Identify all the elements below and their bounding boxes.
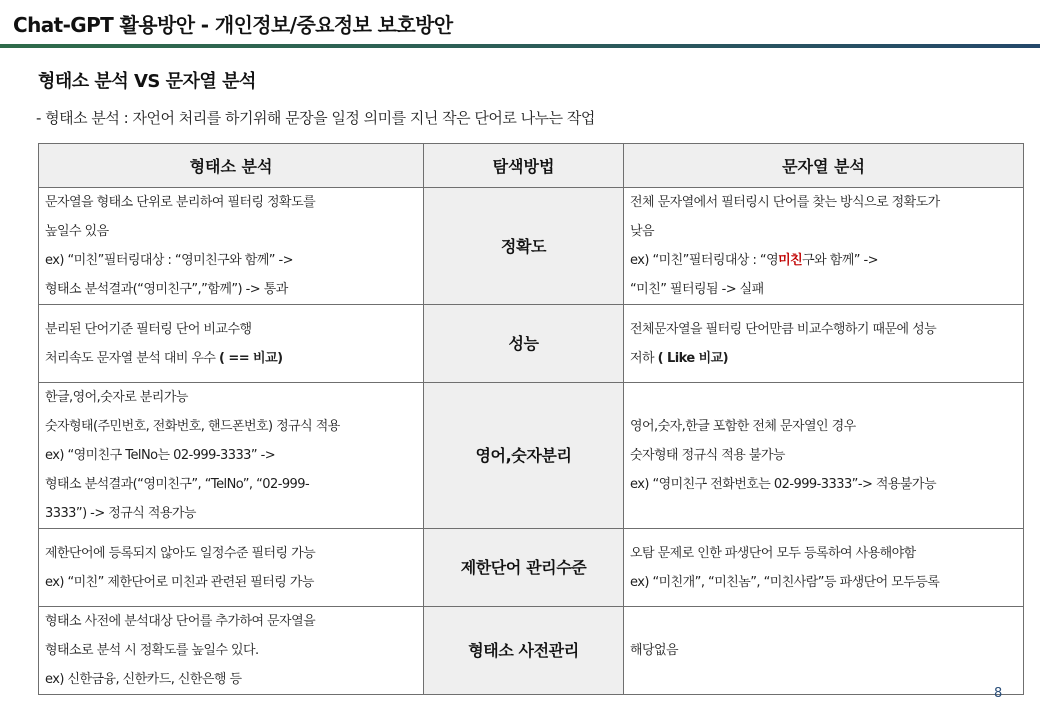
cell-line: 전체 문자열에서 필터링시 단어를 찾는 방식으로 정확도가	[630, 195, 940, 210]
string-cell	[624, 529, 1024, 607]
morpheme-cell	[39, 607, 424, 695]
cell-line: 전체문자열을 필터링 단어만큼 비교수행하기 때문에 성능	[630, 321, 937, 337]
slide-title: Chat-GPT 활용방안 - 개인정보/중요정보 보호방안	[13, 13, 453, 37]
header-string-analysis: 문자열 분석	[624, 144, 1024, 188]
cell-line: ex) 신한금융, 신한카드, 신한은행 등	[45, 672, 242, 687]
cell-line: ex) “영미친구 전화번호는 02-999-3333”-> 적용불가능	[630, 477, 936, 492]
morpheme-cell	[39, 188, 424, 305]
cell-line: 형태소 분석결과(“영미친구”, “TelNo”, “02-999-	[45, 477, 310, 492]
cell-line: 숫자형태(주민번호, 전화번호, 핸드폰번호) 정규식 적용	[45, 419, 340, 434]
page-number: 8	[994, 686, 1003, 701]
cell-line: ex) “미친”필터링대상 : “영미친구와 함께” ->	[45, 253, 293, 268]
cell-line	[630, 246, 1017, 275]
cell-line: 높일수 있음	[45, 224, 109, 239]
cell-text: 구와 함께” ->	[802, 253, 878, 268]
comparison-table	[38, 143, 1024, 695]
cell-line: “미친” 필터링됨 -> 실패	[630, 282, 764, 297]
cell-line	[630, 344, 1017, 373]
cell-line: 낮음	[630, 224, 655, 239]
table-row	[39, 529, 1024, 607]
morpheme-cell	[39, 529, 424, 607]
table-row	[39, 188, 1024, 305]
cell-line: 해당없음	[630, 643, 679, 658]
method-cell: 영어,숫자분리	[424, 383, 624, 529]
method-cell: 성능	[424, 305, 624, 383]
section-subtitle: - 형태소 분석 : 자언어 처리를 하기위해 문장을 일정 의미를 지닌 작은 단어로 나누는 작업	[36, 109, 595, 127]
slide-header	[0, 0, 1040, 48]
header-divider	[0, 44, 1040, 48]
method-cell: 제한단어 관리수준	[424, 529, 624, 607]
string-cell	[624, 607, 1024, 695]
cell-line: 형태소 사전에 분석대상 단어를 추가하여 문자열을	[45, 614, 316, 629]
cell-text-bold: ( Like 비교)	[657, 350, 729, 366]
table-row	[39, 383, 1024, 529]
cell-text-bold: ( == 비교)	[219, 350, 283, 366]
cell-text: 저하	[630, 350, 658, 366]
string-cell	[624, 305, 1024, 383]
method-cell: 형태소 사전관리	[424, 607, 624, 695]
morpheme-cell	[39, 383, 424, 529]
cell-line	[45, 344, 417, 373]
table-header-row	[39, 144, 1024, 188]
cell-line: 문자열을 형태소 단위로 분리하여 필터링 정확도를	[45, 195, 316, 210]
cell-line: 형태소로 분석 시 정확도를 높일수 있다.	[45, 643, 259, 658]
method-cell: 정확도	[424, 188, 624, 305]
cell-line: ex) “미친” 제한단어로 미친과 관련된 필터링 가능	[45, 574, 314, 590]
cell-line: 분리된 단어기준 필터링 단어 비교수행	[45, 321, 252, 337]
cell-line: 오탐 문제로 인한 파생단어 모두 등록하여 사용해야함	[630, 545, 916, 561]
cell-line: 숫자형태 정규식 적용 불가능	[630, 448, 785, 463]
cell-line: 제한단어에 등록되지 않아도 일정수준 필터링 가능	[45, 545, 316, 561]
cell-line: 3333”) -> 정규식 적용가능	[45, 506, 196, 521]
string-cell	[624, 383, 1024, 529]
cell-line: 형태소 분석결과(“영미친구”,”함께”) -> 통과	[45, 282, 288, 297]
header-search-method: 탐색방법	[424, 144, 624, 188]
cell-line: ex) “미친개”, “미친놈”, “미친사람”등 파생단어 모두등록	[630, 574, 940, 590]
cell-text: 처리속도 문자열 분석 대비 우수	[45, 350, 220, 366]
cell-line: 한글,영어,숫자로 분리가능	[45, 390, 188, 405]
string-cell	[624, 188, 1024, 305]
cell-line: 영어,숫자,한글 포함한 전체 문자열인 경우	[630, 419, 856, 434]
header-morpheme-analysis: 형태소 분석	[39, 144, 424, 188]
table-row	[39, 607, 1024, 695]
table-row	[39, 305, 1024, 383]
cell-text: ex) “미친”필터링대상 : “영	[630, 253, 779, 268]
morpheme-cell	[39, 305, 424, 383]
section-title: 형태소 분석 VS 문자열 분석	[38, 71, 256, 92]
highlighted-word: 미친	[778, 253, 803, 268]
cell-line: ex) “영미친구 TelNo는 02-999-3333” ->	[45, 448, 276, 463]
